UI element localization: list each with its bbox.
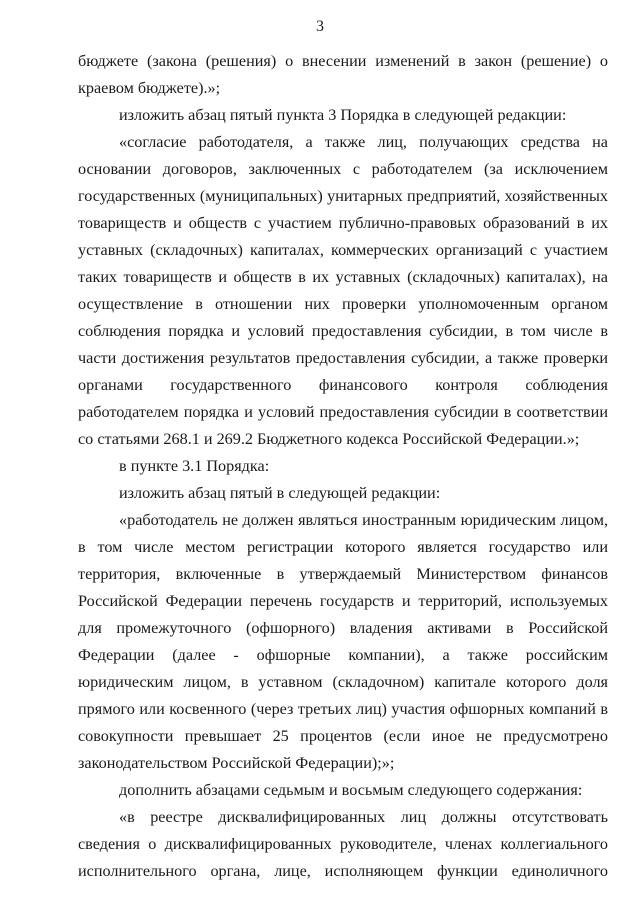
paragraph: «согласие работодателя, а также лиц, получающих средства на основании договоров, заключенных с работодателем (за исключением государственных (муниципальных) унитарных предприятий, хозяйственных товариществ и обществ с участием публично-правовых образований в их уставных (складочных) капиталах, коммерческих организаций с участием таких товариществ и обществ в их уставных (складочных) капиталах), на осуществление в отношении них проверки уполномоченным органом соблюдения порядка и условий предоставления субсидии, в том числе в части достижения результатов предоставления субсидии, а также проверки органами государственного финансового контроля соблюдения работодателем порядка и условий предоставления субсидии в соответствии со статьями 268.1 и 269.2 Бюджетного кодекса Российской Федерации.»; [78, 133, 608, 448]
paragraph: «в реестре дисквалифицированных лиц должны отсутствовать сведения о дисквалифицированных руководителе, членах коллегиального исполнительного органа, лице, исполняющем функции единоличного [78, 808, 608, 880]
document-body [78, 48, 608, 885]
paragraph: изложить абзац пятый пункта 3 Порядка в следующей редакции: [119, 106, 567, 124]
paragraph: изложить абзац пятый в следующей редакции: [119, 484, 441, 502]
page-number: 3 [316, 18, 324, 35]
paragraph: в пункте 3.1 Порядка: [119, 457, 270, 475]
paragraph: бюджете (закона (решения) о внесении изменений в закон (решение) о краевом бюджете).»; [78, 52, 608, 97]
paragraph: дополнить абзацами седьмым и восьмым следующего содержания: [119, 781, 583, 799]
paragraph: «работодатель не должен являться иностранным юридическим лицом, в том числе местом регистрации которого является государство или территория, включенные в утверждаемый Министерством финансов Российской Федерации перечень государств и территорий, используемых для промежуточного (офшорного) владения активами в Российской Федерации (далее - офшорные компании), а также российским юридическим лицом, в уставном (складочном) капитале которого доля прямого или косвенного (через третьих лиц) участия офшорных компаний в совокупности превышает 25 процентов (если иное не предусмотрено законодательством Российской Федерации);»; [78, 511, 608, 772]
